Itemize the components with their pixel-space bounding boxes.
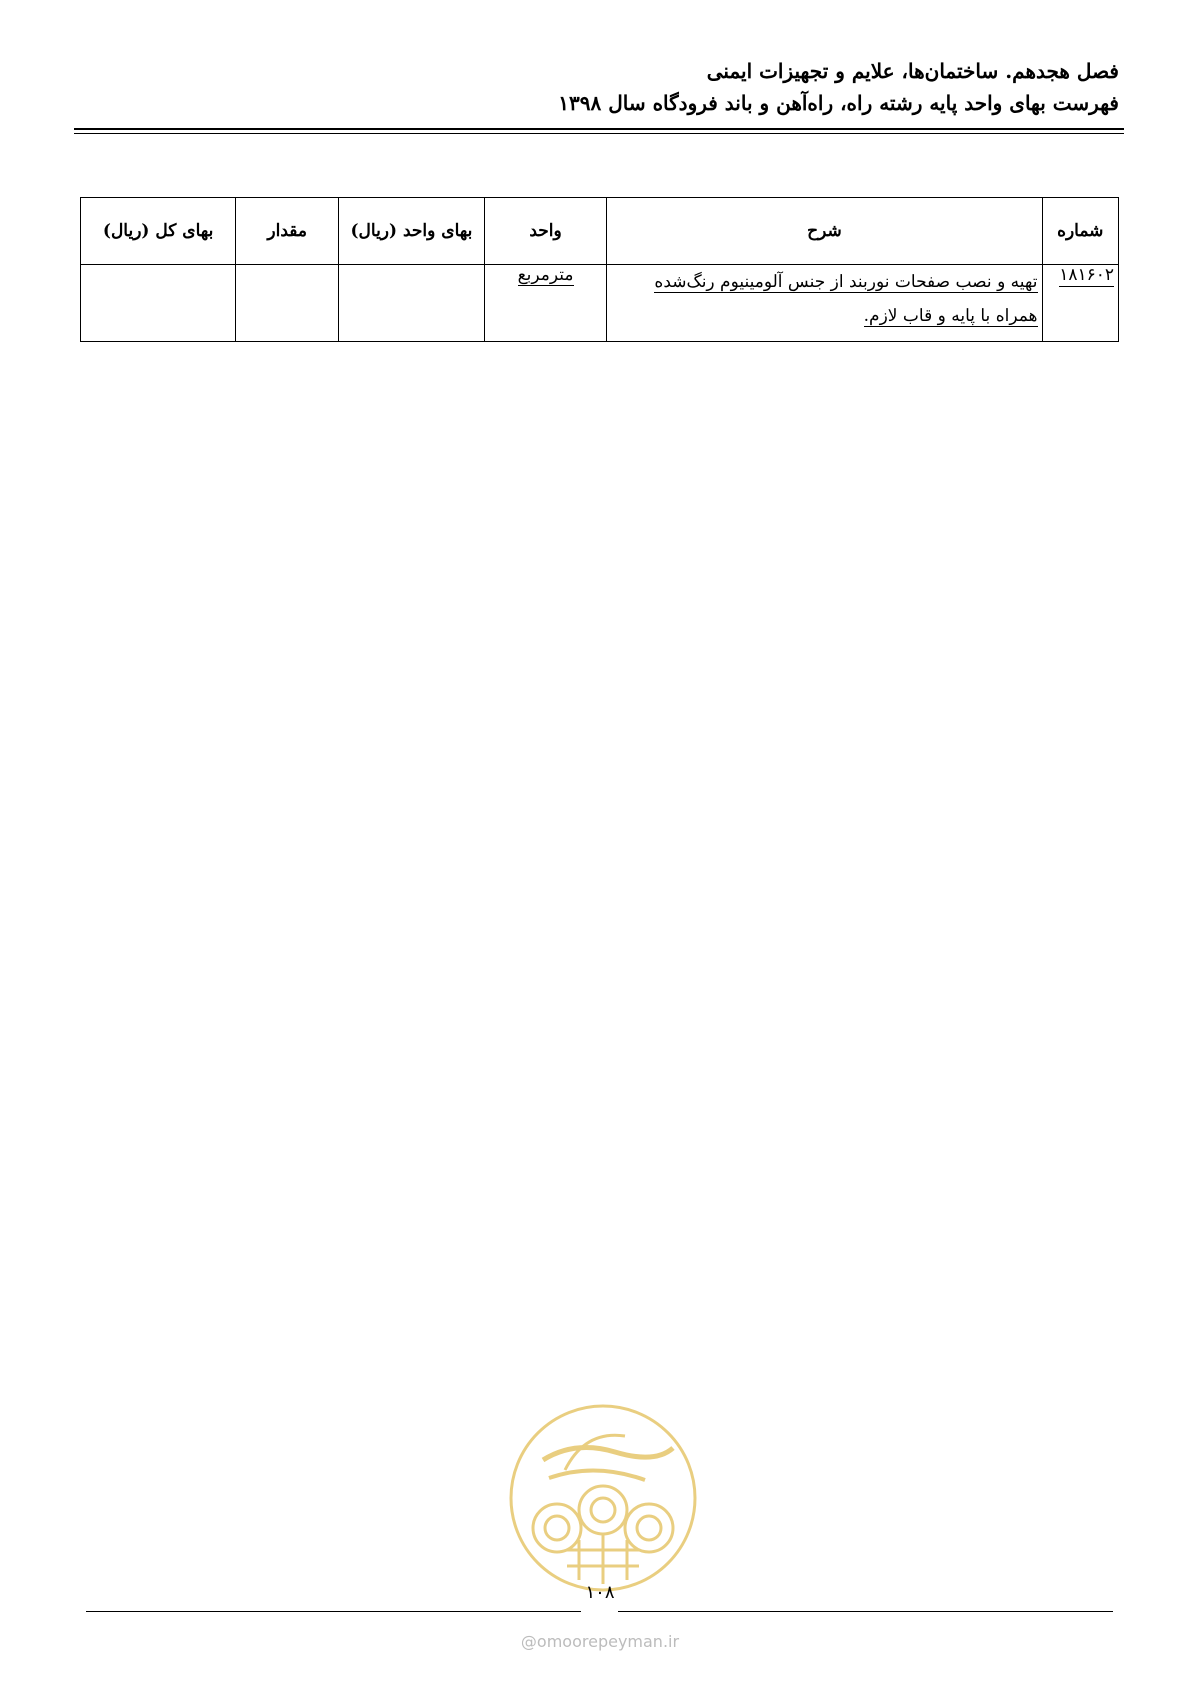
- item-description-line2: همراه با پایه و قاب لازم.: [863, 306, 1038, 326]
- website-watermark: @omoorepeyman.ir: [520, 1632, 680, 1651]
- header-rule-thin: [74, 133, 1124, 134]
- chapter-title: فصل هجدهم. ساختمان‌ها، علایم و تجهیزات ایمنی: [706, 59, 1119, 83]
- header-unit-price: بهای واحد (ریال): [339, 198, 485, 265]
- item-quantity: [236, 265, 339, 342]
- table-header-row: [81, 198, 1119, 265]
- footer-rule-right: [618, 1611, 1113, 1612]
- item-total-price: [81, 265, 236, 342]
- item-number: ۱۸۱۶۰۲: [1059, 265, 1114, 285]
- page-header: [69, 56, 1119, 118]
- price-list-title: فهرست بهای واحد پایه رشته راه، راه‌آهن و باند فرودگاه سال ۱۳۹۸: [558, 91, 1119, 115]
- item-unit-price: [339, 265, 485, 342]
- item-unit-cell: [484, 265, 607, 342]
- footer-rule-left: [86, 1611, 581, 1612]
- header-description: شرح: [607, 198, 1042, 265]
- header-quantity: مقدار: [236, 198, 339, 265]
- omoorepeyman-seal-logo: [505, 1400, 701, 1596]
- header-unit: واحد: [484, 198, 607, 265]
- item-description-cell: [607, 265, 1042, 342]
- table-row: [81, 265, 1119, 342]
- header-total-price: بهای کل (ریال): [81, 198, 236, 265]
- item-description-line1: تهیه و نصب صفحات نوربند از جنس آلومینیوم رنگ‌شده: [654, 272, 1038, 292]
- page-number: ۱۰۸: [585, 1582, 615, 1603]
- price-items-table: [80, 197, 1119, 342]
- item-number-cell: [1042, 265, 1119, 342]
- header-rule-thick: [74, 128, 1124, 130]
- header-number: شماره: [1042, 198, 1119, 265]
- item-unit: مترمربع: [517, 265, 574, 285]
